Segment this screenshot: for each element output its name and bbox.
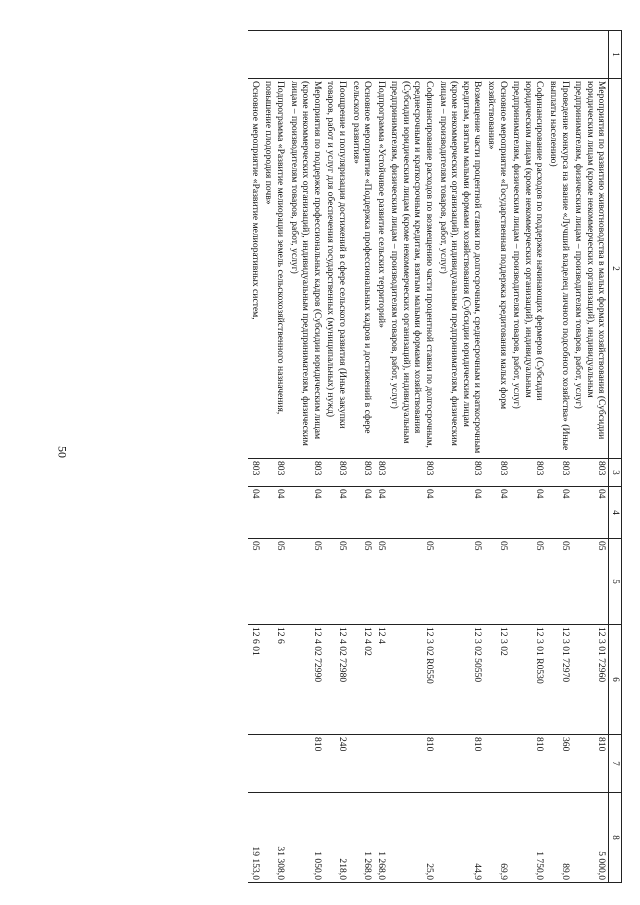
expense-name-cell: Софинансирование расходов по поддержке начинающих фермеров (Субсидии юридическим лицам (кроме некоммерческих организаций), индивидуальным предпринимателям, физическим лицам – производителям товаров, работ, услуг) [510,79,547,459]
grbs-code-cell: 803 [572,459,609,487]
subsection-code-cell: 05 [324,539,349,625]
subsection-code-cell: 05 [248,539,262,625]
table-row [572,31,609,883]
row-number-cell [546,31,571,79]
expense-name-cell: Поощрение и популяризация достижений в сфере сельского развития (Иные закупки товаров, работ и услуг для обеспечения государственных (муниципальных) нужд) [324,79,349,459]
grbs-code-cell: 803 [248,459,262,487]
amount-cell: 44,9 [436,793,484,883]
target-article-cell: 12 6 01 [248,625,262,735]
section-code-cell: 04 [436,487,484,539]
row-number-cell [287,31,324,79]
grbs-code-cell: 803 [349,459,374,487]
subsection-code-cell: 05 [510,539,547,625]
grbs-code-cell: 803 [374,459,388,487]
target-article-cell: 12 3 01 72970 [546,625,571,735]
expense-name-cell: Подпрограмма «Устойчивое развитие сельских территорий» [374,79,388,459]
table-row [510,31,547,883]
column-header: 3 [609,459,622,487]
amount-cell: 31 308,0 [262,793,287,883]
section-code-cell: 04 [510,487,547,539]
expense-name-cell: Основное мероприятие «Государственная поддержка кредитования малых форм хозяйствования» [484,79,509,459]
subsection-code-cell: 05 [436,539,484,625]
expense-type-cell [374,735,388,793]
section-code-cell: 04 [349,487,374,539]
subsection-code-cell: 05 [287,539,324,625]
row-number-cell [349,31,374,79]
amount-cell: 19 153,0 [248,793,262,883]
subsection-code-cell: 05 [262,539,287,625]
section-code-cell: 04 [388,487,436,539]
expense-type-cell [262,735,287,793]
row-number-cell [324,31,349,79]
table-row [388,31,436,883]
target-article-cell: 12 4 [374,625,388,735]
target-article-cell: 12 4 02 72980 [324,625,349,735]
grbs-code-cell: 803 [436,459,484,487]
amount-cell: 89,0 [546,793,571,883]
expense-type-cell [248,735,262,793]
table-row [374,31,388,883]
table-row [287,31,324,883]
grbs-code-cell: 803 [287,459,324,487]
target-article-cell: 12 3 01 R0530 [510,625,547,735]
column-header: 5 [609,539,622,625]
subsection-code-cell: 05 [349,539,374,625]
expense-name-cell: Мероприятия по поддержке профессиональных кадров (Субсидии юридическим лицам (кроме некоммерческих организаций), индивидуальным предпринимателям, физическим лицам – производителям товаров, работ, услуг) [287,79,324,459]
expense-type-cell: 810 [436,735,484,793]
target-article-cell: 12 4 02 [349,625,374,735]
section-code-cell: 04 [572,487,609,539]
amount-cell: 5 000,0 [572,793,609,883]
column-header: 2 [609,79,622,459]
grbs-code-cell: 803 [324,459,349,487]
section-code-cell: 04 [374,487,388,539]
table-row [349,31,374,883]
table-row [262,31,287,883]
row-number-cell [572,31,609,79]
row-number-cell [388,31,436,79]
budget-table [248,30,622,883]
subsection-code-cell: 05 [374,539,388,625]
target-article-cell: 12 3 01 72960 [572,625,609,735]
expense-name-cell: Проведение конкурса на звание «Лучший владелец личного подсобного хозяйства» (Иные выплаты населению) [546,79,571,459]
table-row [436,31,484,883]
grbs-code-cell: 803 [510,459,547,487]
expense-name-cell: Основное мероприятие «Развитие мелиоративных систем, [248,79,262,459]
expense-type-cell: 810 [388,735,436,793]
expense-name-cell: Софинансирование расходов по возмещению части процентной ставки по долгосрочным, среднесрочным и краткосрочным кредитам, взятым малыми формами хозяйствования (Субсидии юридическим лицам (кроме некоммерческих организаций), индивидуальным предпринимателям, физическим лицам – производителям товаров, работ, услуг) [388,79,436,459]
expense-type-cell: 360 [546,735,571,793]
amount-cell: 1 268,0 [374,793,388,883]
expense-type-cell: 240 [324,735,349,793]
column-header: 7 [609,735,622,793]
amount-cell: 1 050,0 [287,793,324,883]
rotated-page-content [248,30,622,882]
section-code-cell: 04 [484,487,509,539]
target-article-cell: 12 6 [262,625,287,735]
expense-name-cell: Подпрограмма «Развитие мелиорации земель сельскохозяйственного назначения, повышение плодородия почв» [262,79,287,459]
expense-type-cell: 810 [572,735,609,793]
grbs-code-cell: 803 [484,459,509,487]
section-code-cell: 04 [287,487,324,539]
target-article-cell: 12 3 02 [484,625,509,735]
subsection-code-cell: 05 [572,539,609,625]
section-code-cell: 04 [248,487,262,539]
table-row [324,31,349,883]
table-row [546,31,571,883]
section-code-cell: 04 [546,487,571,539]
grbs-code-cell: 803 [388,459,436,487]
subsection-code-cell: 05 [484,539,509,625]
row-number-cell [248,31,262,79]
expense-type-cell [484,735,509,793]
column-number-header-row [609,31,622,883]
row-number-cell [484,31,509,79]
expense-type-cell: 810 [510,735,547,793]
amount-cell: 218,0 [324,793,349,883]
amount-cell: 25,0 [388,793,436,883]
row-number-cell [262,31,287,79]
section-code-cell: 04 [262,487,287,539]
subsection-code-cell: 05 [546,539,571,625]
amount-cell: 1 268,0 [349,793,374,883]
expense-name-cell: Основное мероприятие «Поддержка профессиональных кадров и достижений в сфере сельского развития» [349,79,374,459]
grbs-code-cell: 803 [262,459,287,487]
column-header: 1 [609,31,622,79]
section-code-cell: 04 [324,487,349,539]
page-number: 50 [55,446,70,458]
target-article-cell: 12 4 02 72990 [287,625,324,735]
row-number-cell [510,31,547,79]
target-article-cell: 12 3 02 R0550 [388,625,436,735]
amount-cell: 1 750,0 [510,793,547,883]
expense-type-cell: 810 [287,735,324,793]
column-header: 8 [609,793,622,883]
column-header: 6 [609,625,622,735]
subsection-code-cell: 05 [388,539,436,625]
amount-cell: 69,9 [484,793,509,883]
expense-name-cell: Возмещение части процентной ставки по долгосрочным, среднесрочным и краткосрочным кредитам, взятым малыми формами хозяйствования (Субсидии юридическим лицам (кроме некоммерческих организаций), индивидуальным предпринимателям, физическим лицам – производителям товаров, работ, услуг) [436,79,484,459]
row-number-cell [436,31,484,79]
expense-name-cell: Мероприятия по развитию животноводства в малых формах хозяйствования (Субсидии юридическим лицам (кроме некоммерческих организаций), индивидуальным предпринимателям, физическим лицам – производителям товаров, работ, услуг) [572,79,609,459]
table-row [484,31,509,883]
expense-type-cell [349,735,374,793]
target-article-cell: 12 3 02 50550 [436,625,484,735]
column-header: 4 [609,487,622,539]
table-row [248,31,262,883]
grbs-code-cell: 803 [546,459,571,487]
row-number-cell [374,31,388,79]
